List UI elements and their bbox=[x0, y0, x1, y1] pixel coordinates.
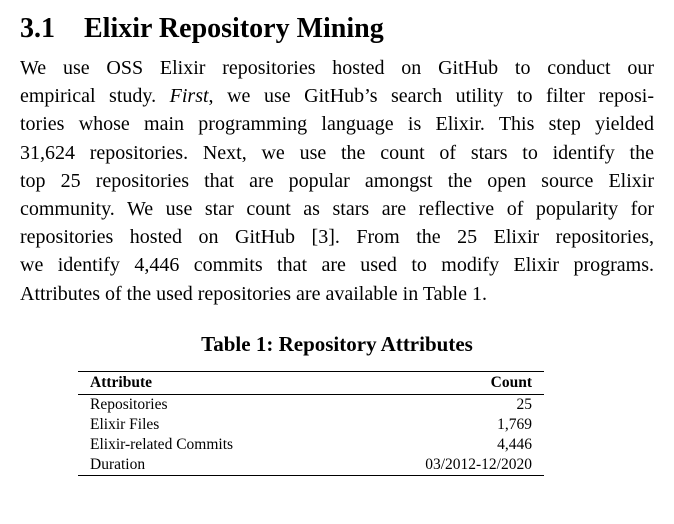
repository-attributes-table bbox=[78, 371, 544, 476]
table-container bbox=[78, 371, 544, 476]
attribute-cell: Elixir-related Commits bbox=[90, 436, 234, 453]
section-heading bbox=[20, 12, 654, 46]
count-cell: 25 bbox=[516, 396, 532, 413]
paragraph-line: Attributes of the used repositories are available in Table 1. bbox=[20, 282, 487, 305]
paragraph-line: tories whose main programming language is Elixir. This step yielded bbox=[20, 113, 654, 136]
table-caption: Table 1: Repository Attributes bbox=[201, 331, 473, 356]
count-cell: 03/2012-12/2020 bbox=[425, 456, 532, 473]
paragraph-line: repositories hosted on GitHub [3]. From the 25 Elixir repositories, bbox=[20, 226, 654, 249]
table-row bbox=[78, 435, 544, 455]
table-body bbox=[78, 395, 544, 476]
column-header-attribute: Attribute bbox=[90, 374, 152, 391]
table-row bbox=[78, 415, 544, 435]
paragraph-line: We use OSS Elixir repositories hosted on GitHub to conduct our bbox=[20, 57, 654, 79]
attribute-cell: Repositories bbox=[90, 396, 168, 413]
table-row bbox=[78, 455, 544, 476]
count-cell: 4,446 bbox=[497, 436, 532, 453]
body-paragraph bbox=[20, 54, 654, 308]
paragraph-line: empirical study. First, we use GitHub’s search utility to filter reposi- bbox=[20, 85, 654, 108]
paper-page bbox=[20, 12, 654, 358]
paragraph-line: top 25 repositories that are popular amongst the open source Elixir bbox=[20, 169, 654, 192]
table-header-row bbox=[78, 372, 544, 395]
paragraph-line: 31,624 repositories. Next, we use the count of stars to identify the bbox=[20, 141, 654, 164]
paragraph-line: we identify 4,446 commits that are used to modify Elixir programs. bbox=[20, 254, 654, 277]
section-title: Elixir Repository Mining bbox=[84, 13, 384, 44]
attribute-cell: Elixir Files bbox=[90, 416, 160, 433]
table-row bbox=[78, 395, 544, 416]
count-cell: 1,769 bbox=[497, 416, 532, 433]
attribute-cell: Duration bbox=[90, 456, 146, 473]
column-header-count: Count bbox=[490, 374, 532, 391]
section-number: 3.1 bbox=[20, 13, 55, 44]
paragraph-line: community. We use star count as stars are reflective of popularity for bbox=[20, 198, 654, 221]
